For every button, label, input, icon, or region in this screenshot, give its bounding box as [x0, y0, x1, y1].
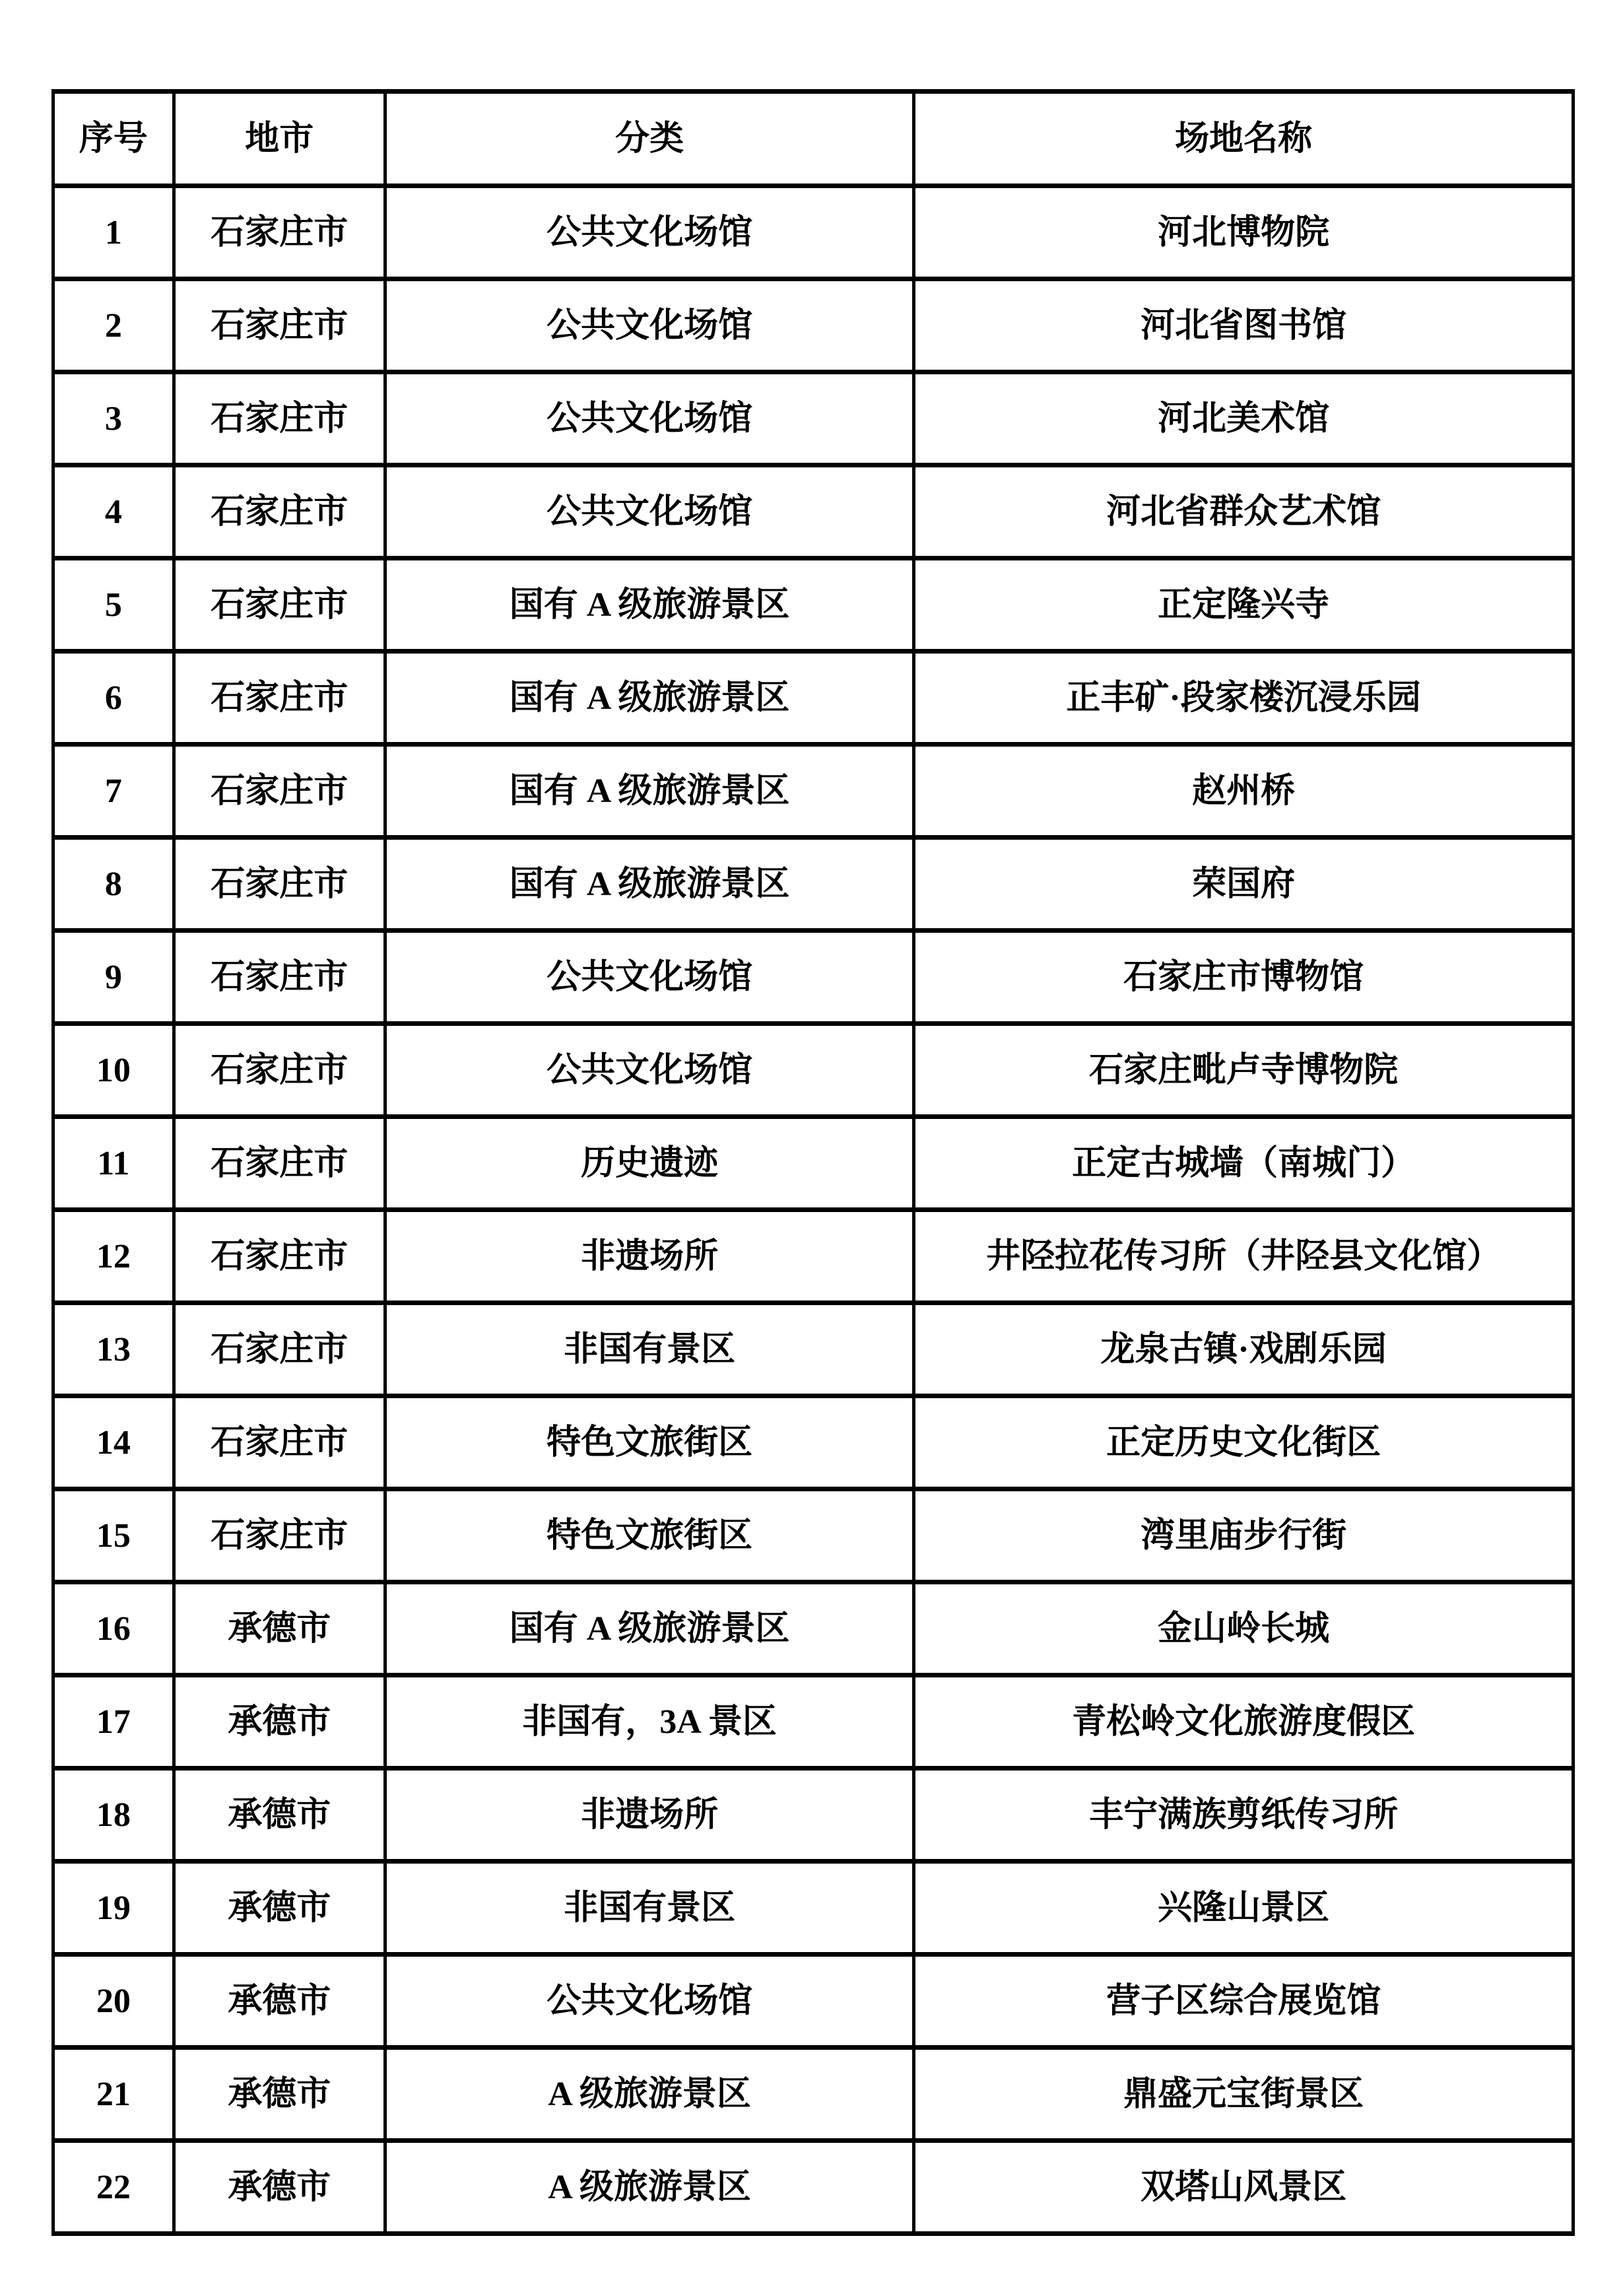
table-row	[53, 745, 1573, 838]
cell-index: 10	[53, 1024, 174, 1117]
cell-category: 公共文化场馆	[385, 372, 913, 465]
cell-index: 4	[53, 465, 174, 558]
cell-venue: 赵州桥	[914, 745, 1573, 838]
cell-category: 公共文化场馆	[385, 1955, 913, 2048]
cell-category: 公共文化场馆	[385, 465, 913, 558]
cell-category: A 级旅游景区	[385, 2141, 913, 2234]
cell-index: 7	[53, 745, 174, 838]
cell-city: 石家庄市	[174, 931, 385, 1024]
table-row	[53, 1117, 1573, 1210]
cell-index: 22	[53, 2141, 174, 2234]
cell-index: 17	[53, 1675, 174, 1769]
table-row	[53, 372, 1573, 465]
cell-city: 石家庄市	[174, 279, 385, 372]
cell-index: 20	[53, 1955, 174, 2048]
col-header-venue: 场地名称	[914, 92, 1573, 186]
table-row	[53, 1769, 1573, 1862]
cell-index: 21	[53, 2048, 174, 2141]
cell-venue: 河北省群众艺术馆	[914, 465, 1573, 558]
cell-city: 石家庄市	[174, 186, 385, 279]
cell-category: 公共文化场馆	[385, 931, 913, 1024]
cell-venue: 河北省图书馆	[914, 279, 1573, 372]
cell-index: 19	[53, 1862, 174, 1955]
cell-index: 5	[53, 558, 174, 652]
cell-category: A 级旅游景区	[385, 2048, 913, 2141]
cell-city: 石家庄市	[174, 1210, 385, 1303]
cell-city: 承德市	[174, 2048, 385, 2141]
venues-table-container	[51, 89, 1575, 2233]
table-row	[53, 279, 1573, 372]
cell-category: 公共文化场馆	[385, 186, 913, 279]
cell-category: 公共文化场馆	[385, 279, 913, 372]
table-row	[53, 1862, 1573, 1955]
table-row	[53, 2048, 1573, 2141]
cell-index: 12	[53, 1210, 174, 1303]
cell-index: 2	[53, 279, 174, 372]
cell-venue: 石家庄市博物馆	[914, 931, 1573, 1024]
cell-city: 承德市	[174, 1675, 385, 1769]
header-row	[53, 92, 1573, 186]
cell-city: 石家庄市	[174, 1396, 385, 1489]
table-row	[53, 1303, 1573, 1396]
table-row	[53, 1210, 1573, 1303]
table-body	[53, 186, 1573, 2234]
table-row	[53, 1489, 1573, 1582]
table-row	[53, 838, 1573, 931]
cell-venue: 井陉拉花传习所（井陉县文化馆）	[914, 1210, 1573, 1303]
cell-city: 石家庄市	[174, 465, 385, 558]
cell-venue: 正丰矿·段家楼沉浸乐园	[914, 652, 1573, 745]
cell-city: 石家庄市	[174, 838, 385, 931]
cell-venue: 龙泉古镇·戏剧乐园	[914, 1303, 1573, 1396]
cell-venue: 正定历史文化街区	[914, 1396, 1573, 1489]
cell-index: 11	[53, 1117, 174, 1210]
cell-city: 石家庄市	[174, 1117, 385, 1210]
cell-venue: 湾里庙步行街	[914, 1489, 1573, 1582]
cell-category: 特色文旅街区	[385, 1396, 913, 1489]
table-row	[53, 1582, 1573, 1675]
table-row	[53, 652, 1573, 745]
table-row	[53, 558, 1573, 652]
table-row	[53, 1675, 1573, 1769]
cell-venue: 石家庄毗卢寺博物院	[914, 1024, 1573, 1117]
cell-venue: 正定古城墙（南城门）	[914, 1117, 1573, 1210]
cell-city: 承德市	[174, 1862, 385, 1955]
cell-category: 国有 A 级旅游景区	[385, 652, 913, 745]
cell-index: 13	[53, 1303, 174, 1396]
cell-category: 国有 A 级旅游景区	[385, 1582, 913, 1675]
table-row	[53, 1396, 1573, 1489]
col-header-category: 分类	[385, 92, 913, 186]
cell-venue: 营子区综合展览馆	[914, 1955, 1573, 2048]
cell-category: 公共文化场馆	[385, 1024, 913, 1117]
table-row	[53, 1024, 1573, 1117]
cell-city: 承德市	[174, 1955, 385, 2048]
cell-category: 历史遗迹	[385, 1117, 913, 1210]
cell-category: 非国有景区	[385, 1303, 913, 1396]
cell-venue: 青松岭文化旅游度假区	[914, 1675, 1573, 1769]
cell-category: 非遗场所	[385, 1210, 913, 1303]
table-row	[53, 186, 1573, 279]
cell-city: 石家庄市	[174, 558, 385, 652]
cell-city: 石家庄市	[174, 1303, 385, 1396]
cell-category: 非遗场所	[385, 1769, 913, 1862]
cell-venue: 河北博物院	[914, 186, 1573, 279]
cell-venue: 河北美术馆	[914, 372, 1573, 465]
col-header-index: 序号	[53, 92, 174, 186]
cell-category: 国有 A 级旅游景区	[385, 745, 913, 838]
cell-city: 承德市	[174, 2141, 385, 2234]
cell-index: 1	[53, 186, 174, 279]
cell-city: 石家庄市	[174, 1489, 385, 1582]
cell-index: 18	[53, 1769, 174, 1862]
cell-venue: 荣国府	[914, 838, 1573, 931]
cell-category: 特色文旅街区	[385, 1489, 913, 1582]
venues-table	[51, 89, 1575, 2236]
table-row	[53, 931, 1573, 1024]
col-header-city: 地市	[174, 92, 385, 186]
cell-venue: 金山岭长城	[914, 1582, 1573, 1675]
cell-index: 6	[53, 652, 174, 745]
cell-index: 16	[53, 1582, 174, 1675]
cell-city: 石家庄市	[174, 372, 385, 465]
cell-venue: 丰宁满族剪纸传习所	[914, 1769, 1573, 1862]
cell-venue: 鼎盛元宝街景区	[914, 2048, 1573, 2141]
cell-city: 承德市	[174, 1582, 385, 1675]
cell-city: 石家庄市	[174, 1024, 385, 1117]
cell-index: 9	[53, 931, 174, 1024]
cell-category: 非国有景区	[385, 1862, 913, 1955]
cell-index: 8	[53, 838, 174, 931]
cell-city: 石家庄市	[174, 652, 385, 745]
cell-index: 14	[53, 1396, 174, 1489]
cell-city: 石家庄市	[174, 745, 385, 838]
table-row	[53, 465, 1573, 558]
cell-venue: 兴隆山景区	[914, 1862, 1573, 1955]
cell-category: 国有 A 级旅游景区	[385, 838, 913, 931]
table-row	[53, 1955, 1573, 2048]
cell-city: 承德市	[174, 1769, 385, 1862]
cell-index: 15	[53, 1489, 174, 1582]
cell-category: 非国有，3A 景区	[385, 1675, 913, 1769]
cell-venue: 正定隆兴寺	[914, 558, 1573, 652]
cell-index: 3	[53, 372, 174, 465]
cell-venue: 双塔山风景区	[914, 2141, 1573, 2234]
table-row	[53, 2141, 1573, 2234]
cell-category: 国有 A 级旅游景区	[385, 558, 913, 652]
